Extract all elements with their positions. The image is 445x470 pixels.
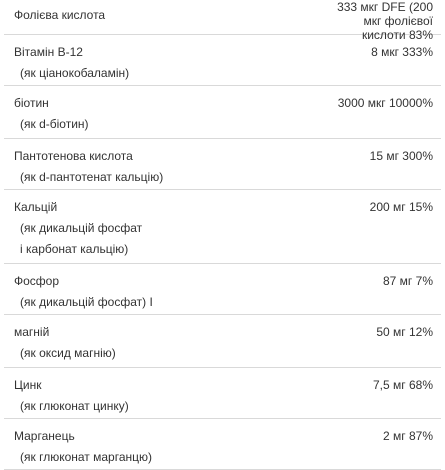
nutrient-name: магній [14,325,50,339]
nutrient-amount: 50 мг 12% [376,325,433,339]
nutrient-source: (як глюконат марганцю) [20,450,152,464]
nutrient-name: Фосфор [14,274,60,288]
nutrient-amount: 7,5 мг 68% [373,378,433,392]
table-row [4,315,441,368]
nutrient-amount: 200 мг 15% [369,200,433,214]
nutrient-amount: 333 мкг DFE (200 мкг фолієвої кислоти 83% [337,0,433,42]
table-row [4,264,441,315]
nutrient-amount: 87 мг 7% [383,274,433,288]
nutrient-name: Фолієва кислота [14,8,106,22]
nutrient-name: Кальцій [14,200,58,214]
nutrient-amount: 8 мкг 333% [371,45,433,59]
table-row [4,368,441,419]
nutrient-name: Пантотенова кислота [14,149,133,163]
nutrient-name: Цинк [14,378,42,392]
nutrient-name: Вітамін B-12 [14,45,83,59]
nutrient-amount: 15 мг 300% [369,149,433,163]
table-row [4,35,441,86]
nutrient-source: (як ціанокобаламін) [20,66,130,80]
nutrient-source: (як глюконат цинку) [20,399,129,413]
table-row [4,139,441,190]
nutrient-source: і карбонат кальцію) [20,242,129,256]
nutrient-source: (як дикальцій фосфат) I [20,295,153,309]
table-row [4,0,441,42]
nutrient-source: (як оксид магнію) [20,346,116,360]
nutrient-source: (як дикальцій фосфат [20,221,143,235]
nutrient-amount: 3000 мкг 10000% [337,96,433,110]
nutrient-amount: 2 мг 87% [383,429,433,443]
table-row [4,86,441,139]
nutrient-source: (як d-пантотенат кальцію) [20,170,164,184]
nutrient-source: (як d-біотин) [20,117,89,131]
table-row [4,190,441,264]
nutrient-name: Марганець [14,429,75,443]
supplement-facts-table [4,0,441,470]
table-row [4,419,441,470]
nutrient-name: біотин [14,96,49,110]
